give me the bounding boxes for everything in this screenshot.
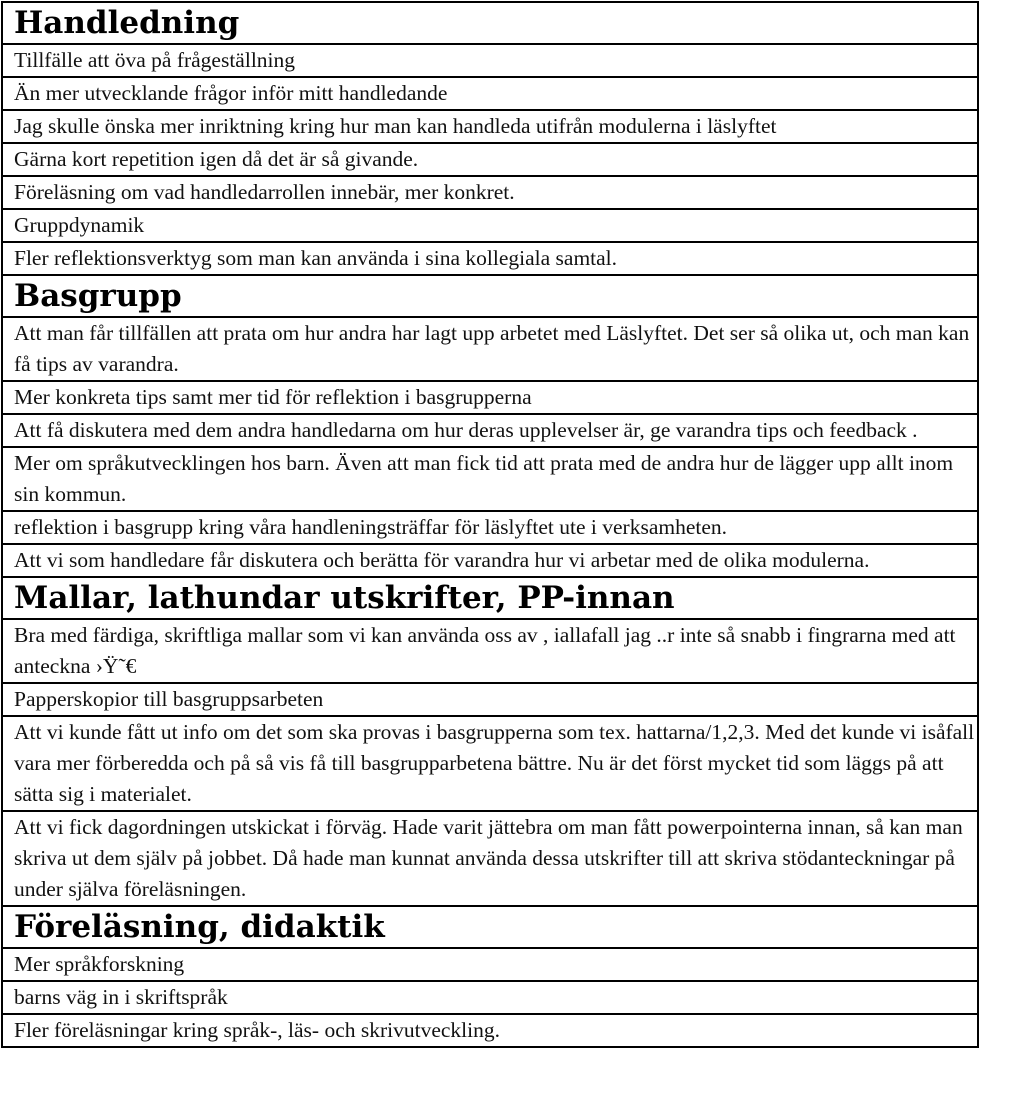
- table-cell: Jag skulle önska mer inriktning kring hur man kan handleda utifrån modulerna i läslyftet: [2, 110, 978, 143]
- table-cell: Gruppdynamik: [2, 209, 978, 242]
- table-cell: Att vi fick dagordningen utskickat i förväg. Hade varit jättebra om man fått powerpointerna innan, så kan man skriva ut dem själv på jobbet. Då hade man kunnat använda dessa utskrifter till att skriva stödanteckningar på under själva föreläsningen.: [2, 811, 978, 906]
- table-cell: Mer om språkutvecklingen hos barn. Även att man fick tid att prata med de andra hur de lägger upp allt inom sin kommun.: [2, 447, 978, 511]
- table-cell: Föreläsning om vad handledarrollen innebär, mer konkret.: [2, 176, 978, 209]
- table-cell: Mer konkreta tips samt mer tid för reflektion i basgrupperna: [2, 381, 978, 414]
- table-cell: barns väg in i skriftspråk: [2, 981, 978, 1014]
- table-cell: Fler föreläsningar kring språk-, läs- och skrivutveckling.: [2, 1014, 978, 1047]
- table-cell: Att vi kunde fått ut info om det som ska provas i basgrupperna som tex. hattarna/1,2,3. Med det kunde vi isåfall vara mer förberedda och på så vis få till basgrupparbetena bättre. Nu är det först mycket tid som läggs på att sätta sig i materialet.: [2, 716, 978, 811]
- table-cell: Att få diskutera med dem andra handledarna om hur deras upplevelser är, ge varandra tips och feedback .: [2, 414, 978, 447]
- table-cell: reflektion i basgrupp kring våra handleningsträffar för läslyftet ute i verksamheten.: [2, 511, 978, 544]
- section-heading: Mallar, lathundar utskrifter, PP-innan: [2, 577, 978, 619]
- table-cell: Bra med färdiga, skriftliga mallar som vi kan använda oss av , iallafall jag ..r inte så snabb i fingrarna med att anteckna ›Ÿ˜€: [2, 619, 978, 683]
- table-cell: Att man får tillfällen att prata om hur andra har lagt upp arbetet med Läslyftet. Det ser så olika ut, och man kan få tips av varandra.: [2, 317, 978, 381]
- table-cell: Papperskopior till basgruppsarbeten: [2, 683, 978, 716]
- table-cell: Tillfälle att öva på frågeställning: [2, 44, 978, 77]
- table-cell: Mer språkforskning: [2, 948, 978, 981]
- feedback-table: [1, 1, 979, 1048]
- section-heading: Föreläsning, didaktik: [2, 906, 978, 948]
- section-heading: Handledning: [2, 2, 978, 44]
- table-cell: Gärna kort repetition igen då det är så givande.: [2, 143, 978, 176]
- table-cell: Än mer utvecklande frågor inför mitt handledande: [2, 77, 978, 110]
- table-cell: Fler reflektionsverktyg som man kan använda i sina kollegiala samtal.: [2, 242, 978, 275]
- section-heading: Basgrupp: [2, 275, 978, 317]
- table-cell: Att vi som handledare får diskutera och berätta för varandra hur vi arbetar med de olika modulerna.: [2, 544, 978, 577]
